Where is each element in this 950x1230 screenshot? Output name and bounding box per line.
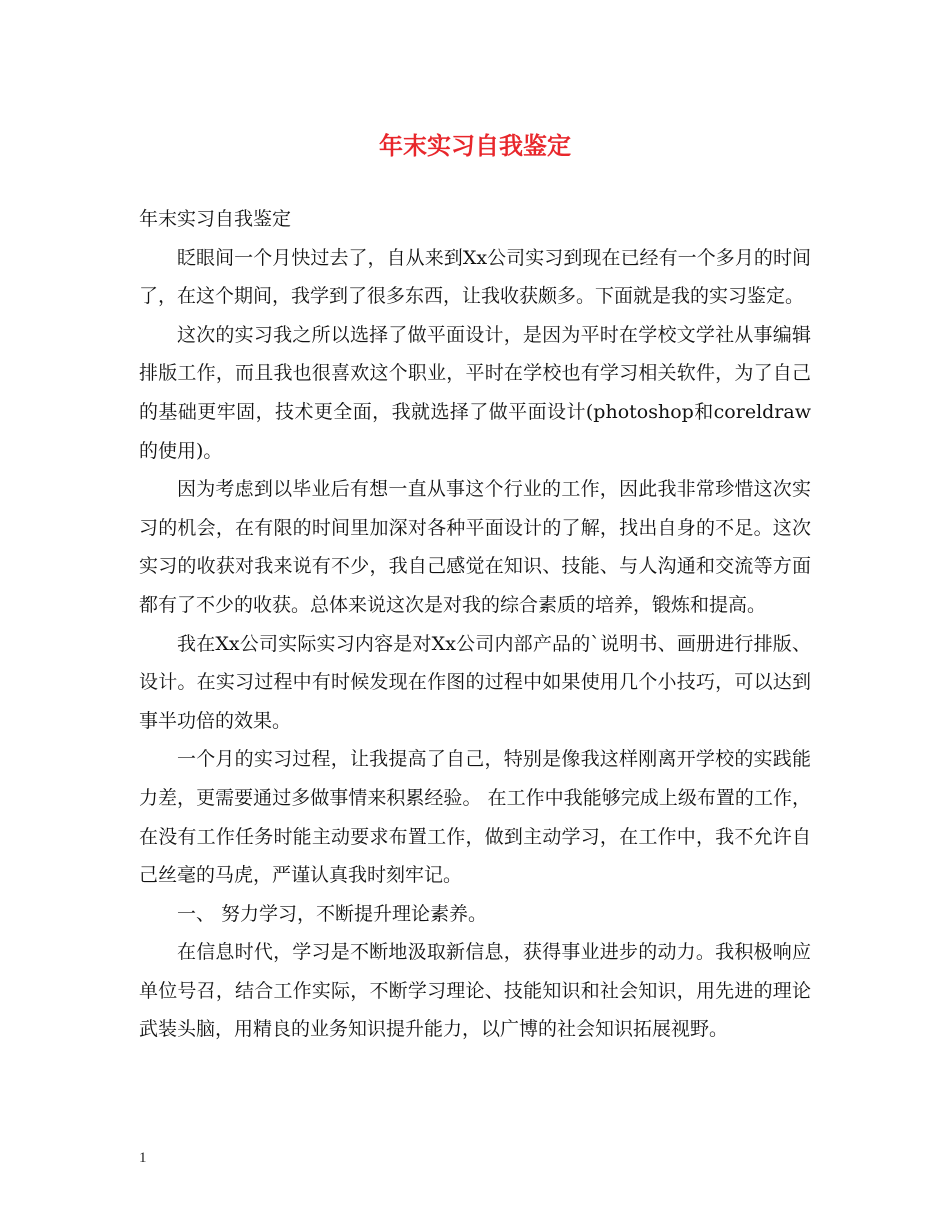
paragraph-2: 这次的实习我之所以选择了做平面设计，是因为平时在学校文学社从事编辑排版工作，而且我也很喜欢这个职业，平时在学校也有学习相关软件，为了自己的基础更牢固，技术更全面，我就选择了做平面设计(photoshop和coreldraw的使用)。	[139, 323, 811, 462]
paragraph-5: 一个月的实习过程，让我提高了自己，特别是像我这样刚离开学校的实践能力差，更需要通过多做事情来积累经验。 在工作中我能够完成上级布置的工作，在没有工作任务时能主动要求布置工作，做到主动学习，在工作中，我不允许自己丝毫的马虎，严谨认真我时刻牢记。	[139, 748, 811, 887]
paragraph-6: 一、 努力学习，不断提升理论素养。	[177, 902, 488, 925]
page-number: 1	[139, 1150, 147, 1166]
paragraph-4: 我在Xx公司实际实习内容是对Xx公司内部产品的`说明书、画册进行排版、设计。在实习过程中有时候发现在作图的过程中如果使用几个小技巧，可以达到事半功倍的效果。	[139, 632, 811, 732]
paragraph-1: 眨眼间一个月快过去了，自从来到Xx公司实习到现在已经有一个多月的时间了，在这个期间，我学到了很多东西，让我收获颇多。下面就是我的实习鉴定。	[139, 246, 811, 308]
paragraph-0: 年末实习自我鉴定	[139, 208, 292, 230]
paragraph-7: 在信息时代，学习是不断地汲取新信息，获得事业进步的动力。我积极响应单位号召，结合工作实际，不断学习理论、技能知识和社会知识，用先进的理论武装头脑，用精良的业务知识提升能力，以广博的社会知识拓展视野。	[139, 941, 811, 1041]
document-body	[139, 200, 811, 1049]
paragraph-3: 因为考虑到以毕业后有想一直从事这个行业的工作，因此我非常珍惜这次实习的机会，在有限的时间里加深对各种平面设计的了解，找出自身的不足。这次实习的收获对我来说有不少，我自己感觉在知识、技能、与人沟通和交流等方面都有了不少的收获。总体来说这次是对我的综合素质的培养，锻炼和提高。	[139, 478, 811, 616]
document-title: 年末实习自我鉴定	[379, 131, 571, 160]
